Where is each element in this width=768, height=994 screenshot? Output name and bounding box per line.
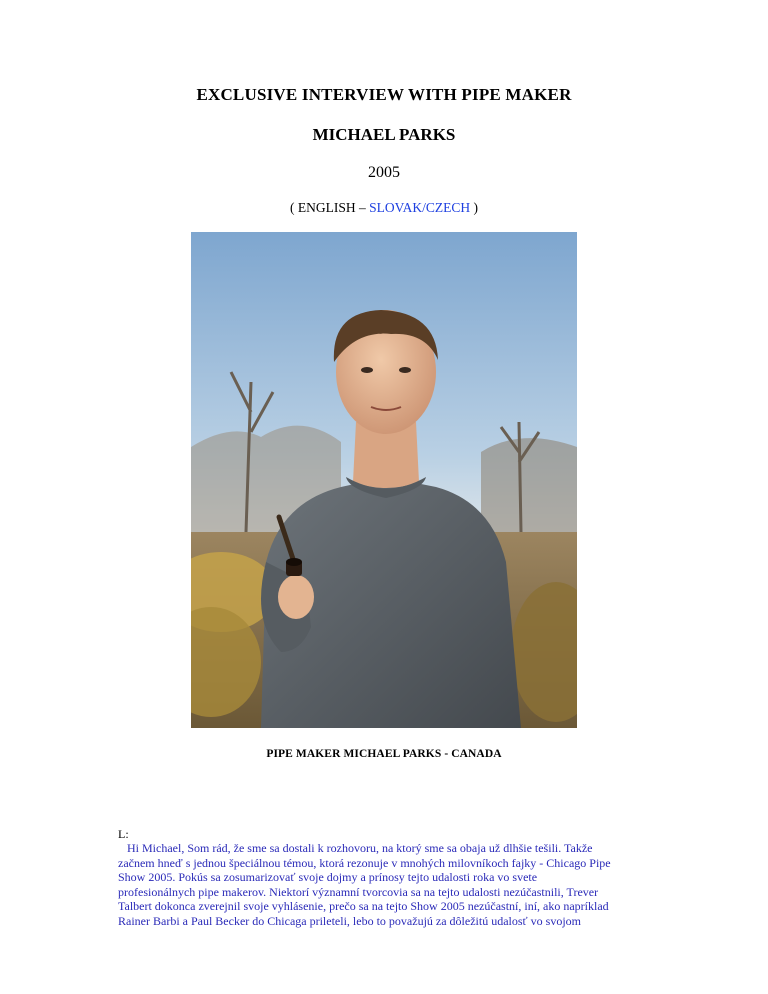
interview-line: Talbert dokonca zverejnil svoje vyhlásenie, prečo sa na tejto Show 2005 nezúčastní, iní, ako napríklad: [118, 899, 609, 914]
interview-text: [118, 841, 658, 929]
slovak-czech-link[interactable]: SLOVAK/CZECH: [369, 200, 471, 215]
interviewee-name: MICHAEL PARKS: [312, 125, 456, 144]
document-title: EXCLUSIVE INTERVIEW WITH PIPE MAKER: [196, 85, 572, 104]
document-year: 2005: [368, 164, 400, 181]
interview-line: profesionálnych pipe makerov. Niektorí významní tvorcovia sa na tejto udalosti nezúčastnili, Trever: [118, 884, 599, 899]
interview-line: Hi Michael, Som rád, že sme sa dostali k rozhovoru, na ktorý sme sa obaja už dlhšie tešili. Takže: [127, 841, 593, 855]
interview-line: začnem hneď s jednou špeciálnou témou, ktorá rezonuje v mnohých milovníkoch fajky - Chicago Pipe: [118, 855, 611, 870]
portrait-illustration: [191, 232, 577, 728]
language-close-text: ): [470, 200, 478, 215]
photo-caption: PIPE MAKER MICHAEL PARKS - CANADA: [266, 748, 502, 760]
language-open-text: ( ENGLISH –: [289, 200, 370, 215]
interview-line: Show 2005. Pokús sa zosumarizovať svoje dojmy a prínosy tejto udalosti roka vo svete: [118, 870, 538, 885]
portrait-photo: [191, 232, 577, 728]
interviewer-label: L:: [118, 827, 129, 841]
interview-line: Rainer Barbi a Paul Becker do Chicaga prileteli, lebo to považujú za dôležitú udalosť vo svojom: [118, 913, 582, 928]
language-switcher: [0, 200, 768, 216]
